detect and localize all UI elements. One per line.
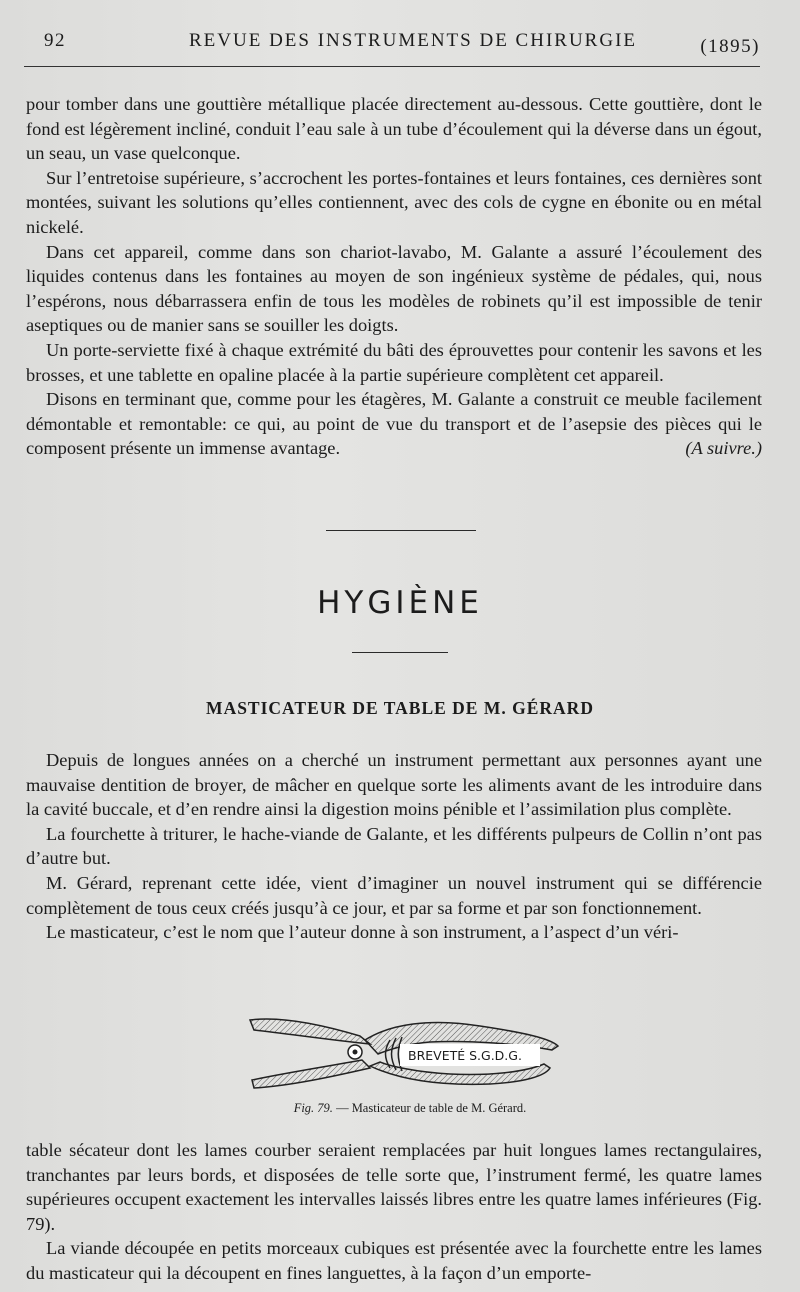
paragraph: Le masticateur, c’est le nom que l’auteur donne à son instrument, a l’aspect d’un véri- [46,922,679,943]
blades [386,1037,403,1071]
section-separator-bottom [352,652,448,653]
paragraph: La fourchette à triturer, le hache-viande de Galante, et les différents pulpeurs de Collin n’ont pas d’autre but. [26,823,762,869]
previous-article-body [26,92,762,461]
paragraph: Depuis de longues années on a cherché un instrument permettant aux personnes ayant une mauvaise dentition de broyer, de mâcher en quelque sorte les aliments avant de les introduire dans la cavité buccale, et d’en rendre ainsi la digestion moins pénible et l’assimilation plus complète. [26,750,762,820]
paragraph: M. Gérard, reprenant cette idée, vient d’imaginer un nouvel instrument qui se différencie complètement de tous ceux créés jusqu’à ce jour, et par sa forme et par son fonctionnement. [26,872,762,918]
paragraph-last [26,387,762,461]
article-body-top [26,748,762,945]
pivot-center [353,1050,358,1055]
paragraph: pour tomber dans une gouttière métallique placée directement au-dessous. Cette gouttière, dont le fond est légèrement incliné, conduit l’eau sale à un tube d’écoulement qui la déverse dans un égout, un seau, un vase quelconque. [26,94,762,164]
figure-label: Fig. 79. [293,1101,333,1115]
page-number: 92 [44,30,66,51]
paragraph: La viande découpée en petits morceaux cubiques est présentée avec la fourchette entre les lames du masticateur qui la découpent en fines languettes, à la façon d’un emporte- [26,1238,762,1283]
lower-handle [252,1060,370,1088]
masticator-illustration [240,1010,570,1100]
paragraph: Sur l’entretoise supérieure, s’accrochent les portes-fontaines et leurs fontaines, ces dernières sont montées, suivant les solutions qu’elles contiennent, avec des cols de cygne en ébonite ou en métal nickelé. [26,167,762,237]
running-header [24,26,760,56]
figure-caption [0,1101,800,1116]
patent-inscription: BREVETÉ S.G.D.G. [408,1048,522,1063]
paragraph: Dans cet appareil, comme dans son chariot-lavabo, M. Galante a assuré l’écoulement des liquides contenus dans les fontaines au moyen de son ingénieux système de pédales, qui, nous l’espérons, nous débarrassera enfin de tous les modèles de robinets qu’il est impossible de tenir aseptiques ou de manier sans se souiller les doigts. [26,241,762,336]
section-title: HYGIÈNE [317,585,483,621]
section-separator-top [326,530,476,531]
journal-title: REVUE DES INSTRUMENTS DE CHIRURGIE [189,30,637,51]
header-rule [24,66,760,67]
upper-handle [250,1019,370,1044]
article-title: MASTICATEUR DE TABLE DE M. GÉRARD [206,698,594,718]
paragraph-text: Disons en terminant que, comme pour les étagères, M. Galante a construit ce meuble facilement démontable et remontable: ce qui, au point de vue du transport et de l’asepsie des pièces qui le composent présente un immense avantage. [26,389,762,459]
publication-year: (1895) [700,36,760,57]
to-be-continued: (A suivre.) [685,438,762,459]
figure-caption-text: — Masticateur de table de M. Gérard. [332,1101,527,1115]
paragraph: Un porte-serviette fixé à chaque extrémité du bâti des éprouvettes pour contenir les savons et les brosses, et une tablette en opaline placée à la partie supérieure complètent cet appareil. [26,339,762,385]
article-body-bottom [26,1138,762,1286]
paragraph: table sécateur dont les lames courber seraient remplacées par huit longues lames rectangulaires, tranchantes par leurs bords, et disposées de telle sorte que, l’instrument fermé, les quatre lames supérieures occupent exactement les intervalles laissés libres entre les quatre lames inférieures (Fig. 79). [26,1140,762,1234]
